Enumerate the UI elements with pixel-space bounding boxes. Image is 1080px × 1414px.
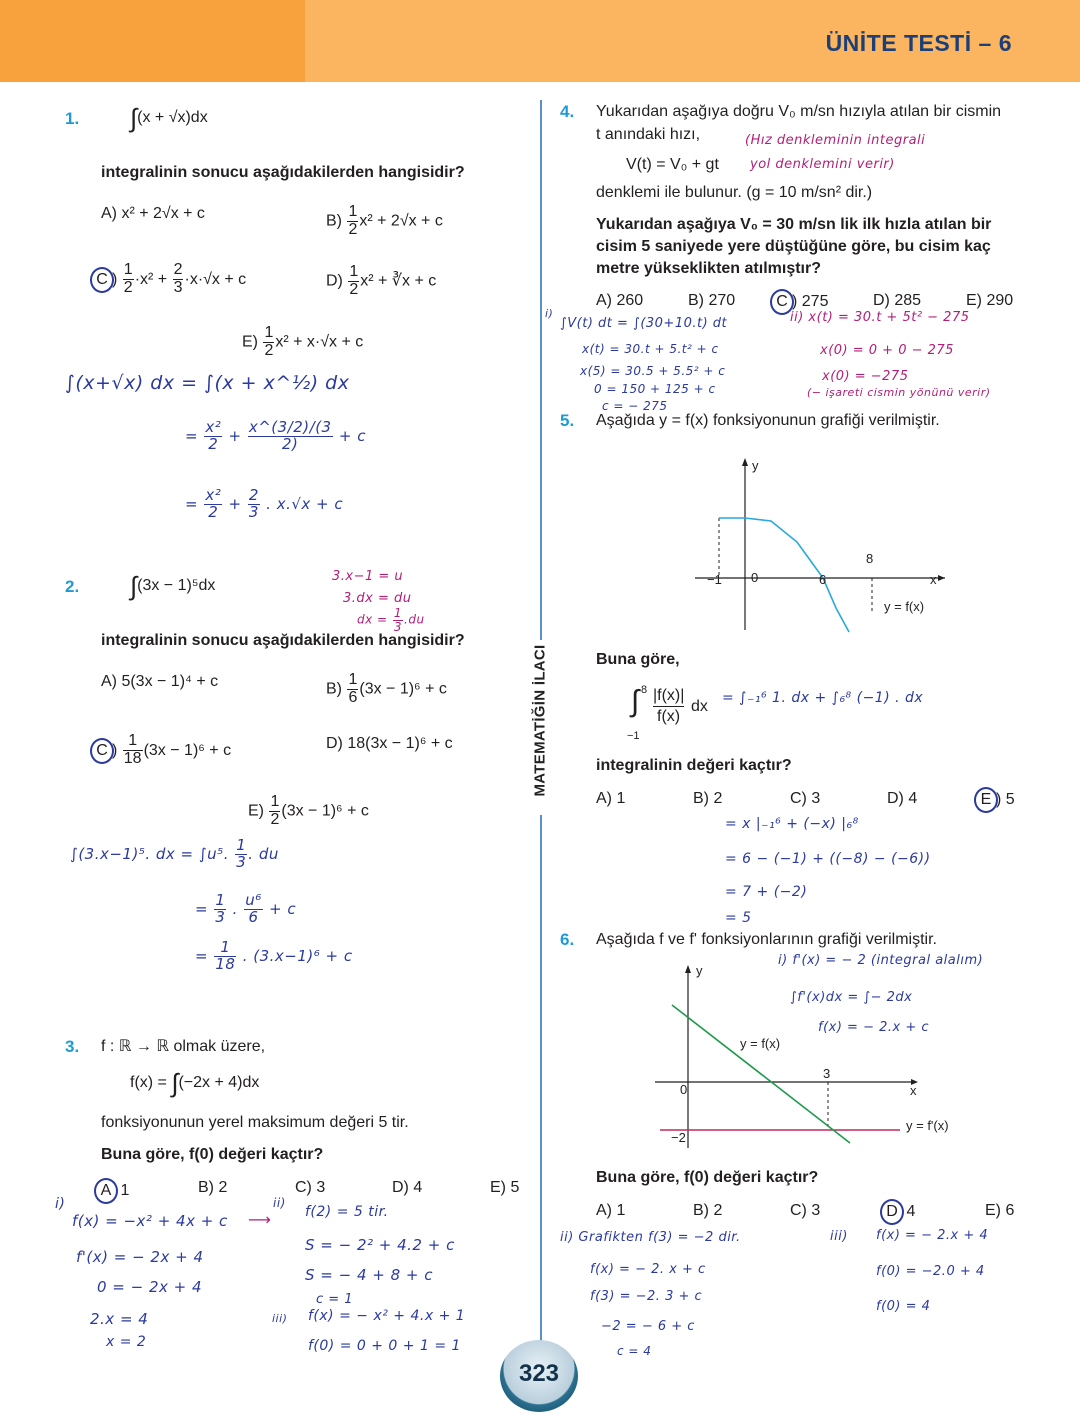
handwritten-note: 0 = − 2x + 4 xyxy=(97,1278,203,1296)
option-a[interactable] xyxy=(100,1178,129,1204)
page-header xyxy=(0,0,1080,82)
handwritten-note: = 5 xyxy=(725,910,752,926)
option-c[interactable] xyxy=(96,733,231,768)
handwritten-note: 0 = 150 + 125 + c xyxy=(594,382,716,396)
option-e[interactable]: E) 290 xyxy=(966,292,1014,309)
option-c[interactable]: C) 3 xyxy=(295,1179,326,1196)
handwritten-note: 3.dx = du xyxy=(343,591,412,606)
handwritten-note: i) xyxy=(55,1196,66,1212)
handwritten-note: c = 1 xyxy=(316,1292,354,1307)
q3-line3: fonksiyonunun yerel maksimum değeri 5 tir. xyxy=(101,1114,409,1131)
option-text: ) $\frac{1}{2}$ ·x² + $\frac{2}{3}$ ·x·√x + c xyxy=(112,261,247,296)
handwritten-note: yol denklemini verir) xyxy=(750,157,895,172)
handwritten-note: −2 = − 6 + c xyxy=(601,1319,695,1334)
selected-answer-circle: C xyxy=(770,289,794,315)
q4-line1: Yukarıdan aşağıya doğru V₀ m/sn hızıyla atılan bir cismin xyxy=(596,103,1002,120)
option-c[interactable]: C) 3 xyxy=(790,1202,821,1219)
handwritten-note: i) xyxy=(545,307,554,320)
lower-limit: −1 xyxy=(627,730,640,742)
handwritten-note: = $\frac{\text{x²}}{2}$ + $\frac{2}{3}$ . x.√x + c xyxy=(185,486,344,521)
handwritten-note: f(x) = − x² + 4.x + 1 xyxy=(308,1308,466,1324)
column-divider xyxy=(540,100,542,640)
q3-function xyxy=(130,1068,260,1098)
handwritten-note: f(x) = − 2.x + 4 xyxy=(876,1228,989,1243)
handwritten-note: i) f'(x) = − 2 (integral alalım) xyxy=(778,953,984,968)
selected-answer-circle: A xyxy=(94,1178,118,1204)
handwritten-note: = $\frac{\text{x²}}{2}$ + $\frac{x\^{}(3/2)/(3}{2)}$ + c xyxy=(185,418,366,453)
fraction: $\frac{\text{u⁶}}{6}$ xyxy=(245,891,262,926)
handwritten-note: ∫(x+√x) dx = ∫(x + x^½) dx xyxy=(65,372,350,394)
fraction: $\frac{1}{3}$ xyxy=(393,606,403,634)
handwritten-note: 3.x−1 = u xyxy=(332,569,404,584)
page-number-badge xyxy=(500,1340,578,1412)
handwritten-note: f'(x) = − 2x + 4 xyxy=(76,1248,204,1266)
option-e[interactable]: E) 6 xyxy=(985,1202,1015,1219)
integral-sign: ∫ xyxy=(171,1068,179,1098)
series-label-f: y = f(x) xyxy=(740,1036,781,1051)
q3-question: Buna göre, f(0) değeri kaçtır? xyxy=(101,1146,324,1163)
x-axis-arrow-icon xyxy=(938,575,945,581)
x-axis-label: x xyxy=(910,1083,917,1098)
option-text: ) $\frac{1}{18}$ (3x − 1)⁶ + c xyxy=(112,732,232,767)
handwritten-note: f(3) = −2. 3 + c xyxy=(590,1289,703,1304)
question-number: 2. xyxy=(65,577,80,596)
handwritten-note: x(0) = −275 xyxy=(822,369,909,384)
x-axis-label: x xyxy=(930,572,937,587)
handwritten-note: ∫f'(x)dx = ∫− 2dx xyxy=(790,990,913,1005)
tick-label: 0 xyxy=(751,570,759,585)
handwritten-note: ii) xyxy=(273,1196,286,1210)
q5-text: Aşağıda y = f(x) fonksiyonunun grafiği verilmiştir. xyxy=(596,412,940,429)
q3-line1: f : ℝ → ℝ olmak üzere, xyxy=(101,1038,266,1055)
handwritten-note: ii) Grafikten f(3) = −2 dir. xyxy=(560,1230,741,1245)
q5-question: integralinin değeri kaçtır? xyxy=(596,757,792,774)
handwritten-note: ∫(3.x−1)⁵. dx = ∫u⁵. $\frac{1}{3}$ . du xyxy=(70,836,279,871)
fraction: $\frac{1}{2}$ xyxy=(264,324,274,359)
handwritten-note: ii) x(t) = 30.t + 5t² − 275 xyxy=(790,310,970,325)
handwritten-note: = 6 − (−1) + ((−8) − (−6)) xyxy=(725,851,931,867)
selected-answer-circle: D xyxy=(880,1199,904,1225)
question-number: 1. xyxy=(65,109,80,128)
q1-integral xyxy=(130,103,208,133)
handwritten-note: x(0) = 0 + 0 − 275 xyxy=(820,343,954,358)
fraction: $\frac{2}{3}$ xyxy=(173,261,183,296)
integrand: (−2x + 4)dx xyxy=(178,1074,260,1091)
selected-answer-circle: C xyxy=(90,738,114,764)
integrand: (3x − 1)⁵dx xyxy=(137,577,216,594)
handwritten-note: = $\frac{1}{18}$ . (3.x−1)⁶ + c xyxy=(195,938,353,973)
question-number: 4. xyxy=(560,102,575,121)
handwritten-note: c = 4 xyxy=(617,1344,652,1358)
differential: dx xyxy=(691,698,708,715)
option-text: ) 5 xyxy=(996,791,1015,808)
q4-formula: V(t) = V₀ + gt xyxy=(626,156,719,173)
handwritten-note: S = − 2² + 4.2 + c xyxy=(305,1236,455,1254)
option-text: 4 xyxy=(902,1203,916,1220)
option-d[interactable]: D) 4 xyxy=(392,1179,423,1196)
integral-sign: ∫ xyxy=(631,685,640,718)
option-e[interactable]: E) $\frac{1}{2}$ x² + x·√x + c xyxy=(242,324,364,359)
option-a[interactable]: A) 1 xyxy=(596,1202,626,1219)
integral-sign: ∫ xyxy=(130,571,138,601)
fraction: $\frac{1}{2}$ xyxy=(123,261,133,296)
fraction: $\frac{1}{3}$ xyxy=(236,836,247,871)
y-axis-label: y xyxy=(752,458,759,473)
fraction: $\frac{1}{2}$ xyxy=(348,203,358,238)
option-d[interactable]: D) $\frac{1}{2}$ x² + ∛x + c xyxy=(326,263,437,298)
curve-label: y = f(x) xyxy=(884,599,925,614)
fraction: $\frac{1}{3}$ xyxy=(215,891,226,926)
integral-sign: ∫ xyxy=(130,103,138,133)
tick-label: 8 xyxy=(866,551,874,566)
fraction: $\frac{\text{x²}}{2}$ xyxy=(205,486,222,521)
option-e[interactable]: E) $\frac{1}{2}$ (3x − 1)⁶ + c xyxy=(248,793,369,828)
function-label: f(x) = xyxy=(130,1074,172,1091)
series-label-f-prime: y = f'(x) xyxy=(906,1118,949,1133)
column-divider xyxy=(540,815,542,1345)
option-text: 1 xyxy=(116,1182,130,1199)
option-a[interactable]: A) x² + 2√x + c xyxy=(101,205,205,222)
option-text: ) 275 xyxy=(792,293,829,310)
handwritten-note: iii) xyxy=(272,1312,288,1325)
handwritten-note: f(x) = − 2. x + c xyxy=(590,1262,706,1277)
option-a[interactable]: A) 260 xyxy=(596,292,644,309)
option-e[interactable] xyxy=(980,787,1015,813)
selected-answer-circle: C xyxy=(90,267,114,293)
handwritten-note: f(x) = − 2.x + c xyxy=(818,1020,929,1035)
handwritten-note: (− işareti cismin yönünü verir) xyxy=(807,386,991,399)
tick-label: 0 xyxy=(680,1082,688,1097)
handwritten-note: c = − 275 xyxy=(602,399,668,413)
handwritten-note: ∫V(t) dt = ∫(30+10.t) dt xyxy=(560,316,728,331)
option-b[interactable]: B) 2 xyxy=(198,1179,228,1196)
handwritten-note: f(x) = −x² + 4x + c xyxy=(72,1212,228,1230)
fraction: $\frac{1}{2}$ xyxy=(349,263,359,298)
q4-question: cisim 5 saniyede yere düştüğüne göre, bu cisim kaç xyxy=(596,238,991,255)
handwritten-note: 2.x = 4 xyxy=(90,1310,149,1328)
arrow-icon: ⟶ xyxy=(248,1210,272,1229)
handwritten-note: x(5) = 30.5 + 5.5² + c xyxy=(580,364,726,378)
upper-limit: 8 xyxy=(641,684,648,696)
fraction: $\frac{x\^{}(3/2)/(3}{2)}$ xyxy=(248,418,332,453)
y-axis-label: y xyxy=(696,963,703,978)
y-axis-arrow-icon xyxy=(685,965,691,973)
option-a[interactable]: A) 5(3x − 1)⁴ + c xyxy=(101,673,219,690)
handwritten-note: = 7 + (−2) xyxy=(725,884,808,900)
fraction: $\frac{\text{x²}}{2}$ xyxy=(205,418,222,453)
question-number: 5. xyxy=(560,411,575,430)
q6-text: Aşağıda f ve f' fonksiyonlarının grafiği verilmiştir. xyxy=(596,931,937,948)
page-number: 323 xyxy=(518,1360,560,1387)
fraction: $\frac{1}{18}$ xyxy=(215,938,236,973)
handwritten-note: f(0) = −2.0 + 4 xyxy=(876,1264,985,1279)
handwritten-note: dx = $\frac{1}{3}$ .du xyxy=(357,606,425,634)
q4-line2: t anındaki hızı, xyxy=(596,126,701,143)
option-b[interactable]: B) 2 xyxy=(693,1202,723,1219)
question-number: 3. xyxy=(65,1037,80,1056)
option-b[interactable]: B) 2 xyxy=(693,790,723,807)
tick-label: −1 xyxy=(707,572,722,587)
option-e[interactable]: E) 5 xyxy=(490,1179,520,1196)
q4-question: Yukarıdan aşağıya V₀ = 30 m/sn lik ilk hızla atılan bir xyxy=(596,216,992,233)
fraction: $\frac{1}{18}$ xyxy=(123,732,142,767)
fraction: $\frac{2}{3}$ xyxy=(248,486,259,521)
integrand-denominator: f(x) xyxy=(657,708,681,725)
unit-test-title: ÜNİTE TESTİ – 6 xyxy=(825,30,1012,56)
integrand: (x + √x)dx xyxy=(137,109,208,126)
y-axis-arrow-icon xyxy=(742,458,748,466)
option-d[interactable]: D) 4 xyxy=(887,790,918,807)
question-number: 6. xyxy=(560,930,575,949)
handwritten-note: = $\frac{1}{3}$ . $\frac{\text{u⁶}}{6}$ + c xyxy=(195,891,297,926)
option-d[interactable]: D) 285 xyxy=(873,292,922,309)
tick-label: −2 xyxy=(671,1130,686,1145)
handwritten-note: S = − 4 + 8 + c xyxy=(305,1266,434,1284)
option-b[interactable]: B) $\frac{1}{2}$ x² + 2√x + c xyxy=(326,203,443,238)
handwritten-note: (Hız denkleminin integrali xyxy=(745,133,926,148)
q6-question: Buna göre, f(0) değeri kaçtır? xyxy=(596,1169,819,1186)
handwritten-note: f(2) = 5 tir. xyxy=(305,1204,389,1220)
handwritten-note: = ∫₋₁⁶ 1. dx + ∫₆⁸ (−1) . dx xyxy=(722,690,924,706)
option-c[interactable] xyxy=(96,262,246,297)
q2-question: integralinin sonucu aşağıdakilerden hangisidir? xyxy=(101,632,465,649)
header-accent-block xyxy=(0,0,305,82)
f-curve xyxy=(719,518,849,632)
handwritten-note: f(0) = 4 xyxy=(876,1299,931,1314)
option-a[interactable]: A) 1 xyxy=(596,790,626,807)
q5-integral xyxy=(627,682,727,742)
option-d[interactable] xyxy=(886,1199,915,1225)
q4-question: metre yükseklikten atılmıştır? xyxy=(596,260,821,277)
selected-answer-circle: E xyxy=(974,787,998,813)
handwritten-note: f(0) = 0 + 0 + 1 = 1 xyxy=(308,1338,461,1354)
q1-question: integralinin sonucu aşağıdakilerden hangisidir? xyxy=(101,164,465,181)
integrand-numerator: |f(x)| xyxy=(653,686,684,707)
tick-label: 6 xyxy=(819,572,827,587)
handwritten-note: = x |₋₁⁶ + (−x) |₆⁸ xyxy=(725,816,859,832)
option-d[interactable]: D) 18(3x − 1)⁶ + c xyxy=(326,735,453,752)
fraction: $\frac{1}{2}$ xyxy=(270,793,280,828)
option-b[interactable]: B) $\frac{1}{6}$ (3x − 1)⁶ + c xyxy=(326,671,447,706)
q4-line3: denklemi ile bulunur. (g = 10 m/sn² dir.) xyxy=(596,184,873,201)
sidebar-brand-text: MATEMATİĞİN İLACI xyxy=(531,644,549,797)
q2-integral xyxy=(130,571,216,601)
option-c[interactable]: C) 3 xyxy=(790,790,821,807)
option-b[interactable]: B) 270 xyxy=(688,292,736,309)
handwritten-note: x = 2 xyxy=(106,1334,147,1350)
handwritten-note: iii) xyxy=(830,1229,848,1244)
tick-label: 3 xyxy=(823,1066,831,1081)
q5-lead: Buna göre, xyxy=(596,651,680,668)
fraction: $\frac{1}{6}$ xyxy=(348,671,358,706)
handwritten-note: x(t) = 30.t + 5.t² + c xyxy=(582,342,719,356)
